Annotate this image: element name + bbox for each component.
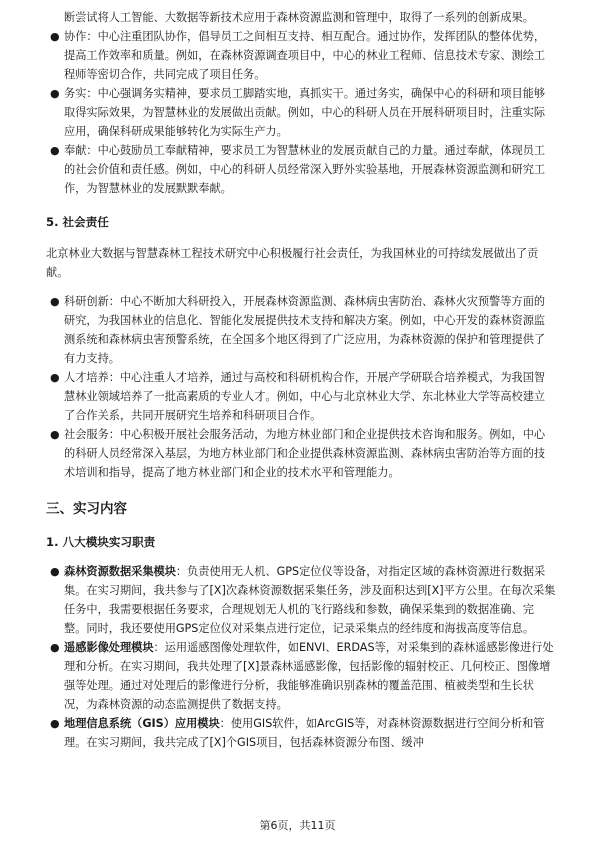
section-intro: 北京林业大数据与智慧森林工程技术研究中心积极履行社会责任，为我国林业的可持续发展做出了贡献。 (46, 247, 539, 279)
module-title: 遥感影像处理模块 (64, 641, 154, 654)
intro-continuation: 断尝试将人工智能、大数据等新技术应用于森林资源监测和管理中，取得了一系列的创新成果。 (64, 11, 534, 24)
module-title: 地理信息系统（GIS）应用模块 (64, 717, 220, 730)
list-item-text: 人才培养：中心注重人才培养，通过与高校和科研机构合作，开展产学研联合培养模式，为我国智慧林业领域培养了一批高素质的专业人才。例如，中心与北京林业大学、东北林业大学等高校建立了合作关系，共同开展研究生培养和科研项目合作。 (64, 371, 546, 422)
module-text: ：负责使用无人机、GPS定位仪等设备，对指定区域的森林资源进行数据采集。在实习期间，我共参与了[X]次森林资源数据采集任务，涉及面积达到[X]平方公里。在每次采集任务中，我需要根据任务要求，合理规划无人机的飞行路线和参数，确保采集到的数据准确、完整。同时，我还要使用GPS定位仪对采集点进行定位，记录采集点的经纬度和海拔高度等信息。 (64, 565, 556, 635)
module-title: 森林资源数据采集模块 (64, 565, 176, 578)
bullet-icon: ● (50, 87, 60, 100)
sub-heading-module-duties: 1. 八大模块实习职责 (46, 535, 156, 549)
list-item-text: 协作：中心注重团队协作，倡导员工之间相互支持、相互配合。通过协作，发挥团队的整体优势，提高工作效率和质量。例如，在森林资源调查项目中，中心的林业工程师、信息技术专家、测绘工程师等密切合作，共同完成了项目任务。 (64, 30, 546, 81)
list-item-text: 社会服务：中心积极开展社会服务活动，为地方林业部门和企业提供技术咨询和服务。例如，中心的科研人员经常深入基层，为地方林业部门和企业提供森林资源监测、森林病虫害防治等方面的技术培训和指导，提高了地方林业部门和企业的技术水平和管理能力。 (64, 428, 546, 479)
bullet-icon: ● (50, 144, 60, 157)
list-item (46, 368, 556, 425)
bullet-icon: ● (50, 717, 60, 730)
module-duties-list (46, 562, 556, 752)
bullet-icon: ● (50, 295, 60, 308)
module-text: ：运用遥感图像处理软件，如ENVI、ERDAS等，对采集到的森林遥感影像进行处理和分析。在实习期间，我共处理了[X]景森林遥感影像，包括影像的辐射校正、几何校正、图像增强等处理。通过对处理后的影像进行分析，我能够准确识别森林的覆盖范围、植被类型和生长状况，为森林资源的动态监测提供了数据支持。 (64, 641, 554, 711)
list-item-text: 科研创新：中心不断加大科研投入，开展森林资源监测、森林病虫害防治、森林火灾预警等方面的研究，为我国林业的信息化、智能化发展提供技术支持和解决方案。例如，中心开发的森林资源监测系统和森林病虫害预警系统，在全国多个地区得到了广泛应用，为森林资源的保护和管理提供了有力支持。 (64, 295, 546, 365)
list-item (46, 638, 556, 714)
section-heading-internship-content: 三、实习内容 (46, 501, 127, 517)
bullet-icon: ● (50, 428, 60, 441)
list-item (46, 714, 556, 752)
list-item (46, 425, 556, 482)
values-list (46, 27, 556, 198)
list-item (46, 562, 556, 638)
list-item-text: 务实：中心强调务实精神，要求员工脚踏实地，真抓实干。通过务实，确保中心的科研和项目能够取得实际效果，为智慧林业的发展做出贡献。例如，中心的科研人员在开展科研项目时，注重实际应用，确保科研成果能够转化为实际生产力。 (64, 87, 546, 138)
list-item (46, 292, 556, 368)
bullet-icon: ● (50, 371, 60, 384)
section-heading-social-responsibility: 5. 社会责任 (46, 215, 109, 229)
module-text: ：使用GIS软件，如ArcGIS等，对森林资源数据进行空间分析和管理。在实习期间，我共完成了[X]个GIS项目，包括森林资源分布图、缓冲 (64, 717, 545, 749)
list-item (46, 141, 556, 198)
bullet-icon: ● (50, 565, 60, 578)
list-item (46, 84, 556, 141)
list-item-text: 奉献：中心鼓励员工奉献精神，要求员工为智慧林业的发展贡献自己的力量。通过奉献，体现员工的社会价值和责任感。例如，中心的科研人员经常深入野外实验基地，开展森林资源监测和研究工作，为智慧林业的发展默默奉献。 (64, 144, 546, 195)
bullet-icon: ● (50, 30, 60, 43)
bullet-icon: ● (50, 641, 60, 654)
page-content (46, 8, 556, 752)
social-responsibility-list (46, 292, 556, 482)
list-item (46, 27, 556, 84)
page-footer: 第6页，共11页 (259, 819, 336, 832)
